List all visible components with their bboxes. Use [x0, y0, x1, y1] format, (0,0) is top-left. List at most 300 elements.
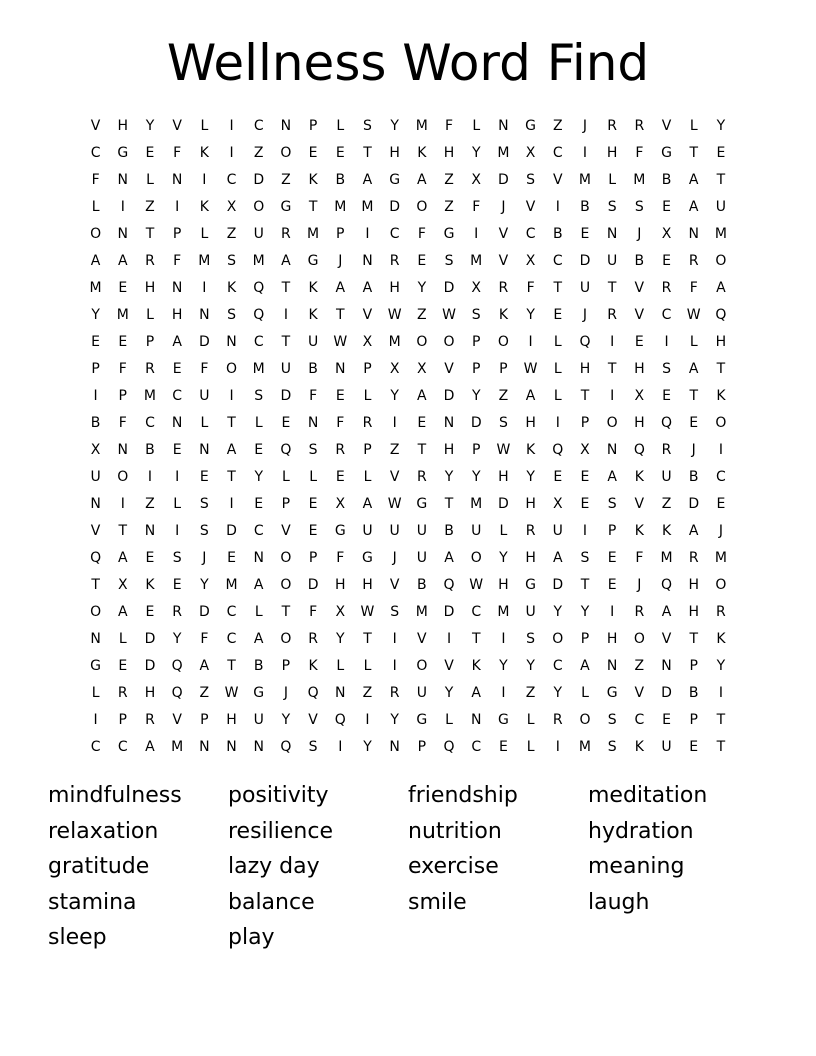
grid-letter[interactable]: T — [227, 657, 236, 674]
grid-letter[interactable]: U — [280, 360, 292, 377]
grid-letter[interactable]: T — [145, 225, 155, 242]
grid-letter[interactable]: L — [363, 387, 372, 404]
grid-letter[interactable]: U — [552, 522, 563, 539]
grid-letter[interactable]: L — [309, 468, 317, 485]
grid-letter[interactable]: I — [528, 333, 533, 350]
grid-letter[interactable]: I — [175, 468, 180, 485]
grid-letter[interactable]: T — [689, 630, 698, 647]
grid-letter[interactable]: V — [552, 171, 563, 188]
grid-letter[interactable]: R — [389, 684, 400, 701]
grid-letter[interactable]: V — [362, 306, 373, 323]
grid-letter[interactable]: I — [229, 117, 234, 134]
grid-letter[interactable]: I — [202, 171, 207, 188]
grid-letter[interactable]: Y — [281, 711, 291, 728]
grid-letter[interactable]: R — [525, 522, 536, 539]
grid-letter[interactable]: H — [498, 468, 509, 485]
grid-letter[interactable]: W — [360, 603, 375, 620]
grid-letter[interactable]: O — [715, 576, 727, 593]
grid-letter[interactable]: B — [253, 657, 264, 674]
grid-letter[interactable]: C — [253, 522, 264, 539]
grid-letter[interactable]: O — [117, 468, 129, 485]
grid-letter[interactable]: N — [661, 657, 672, 674]
grid-letter[interactable]: I — [202, 279, 207, 296]
grid-letter[interactable]: D — [198, 603, 210, 620]
grid-letter[interactable]: I — [718, 684, 723, 701]
grid-letter[interactable]: C — [525, 225, 536, 242]
grid-letter[interactable]: I — [392, 630, 397, 647]
grid-letter[interactable]: A — [525, 387, 536, 404]
grid-letter[interactable]: H — [362, 576, 373, 593]
grid-letter[interactable]: Q — [715, 306, 727, 323]
grid-letter[interactable]: R — [416, 468, 427, 485]
grid-letter[interactable]: P — [499, 360, 508, 377]
grid-letter[interactable]: T — [227, 414, 236, 431]
grid-letter[interactable]: F — [118, 414, 127, 431]
grid-letter[interactable]: A — [362, 495, 373, 512]
grid-letter[interactable]: K — [526, 441, 536, 458]
grid-letter[interactable]: E — [662, 711, 671, 728]
grid-letter[interactable]: V — [498, 252, 509, 269]
grid-letter[interactable]: Z — [199, 684, 210, 701]
grid-letter[interactable]: P — [471, 333, 481, 350]
grid-letter[interactable]: N — [606, 225, 618, 242]
grid-letter[interactable]: X — [471, 279, 482, 296]
grid-letter[interactable]: I — [93, 711, 98, 728]
grid-letter[interactable]: H — [688, 576, 699, 593]
grid-letter[interactable]: D — [389, 198, 401, 215]
grid-letter[interactable]: S — [390, 603, 400, 620]
grid-letter[interactable]: P — [91, 360, 100, 377]
grid-letter[interactable]: D — [579, 252, 591, 269]
grid-letter[interactable]: K — [308, 306, 318, 323]
grid-letter[interactable]: K — [634, 738, 644, 755]
grid-letter[interactable]: L — [689, 333, 698, 350]
grid-letter[interactable]: C — [145, 414, 155, 431]
grid-letter[interactable]: S — [308, 441, 318, 458]
grid-letter[interactable]: U — [307, 333, 319, 350]
grid-letter[interactable]: Y — [390, 711, 399, 728]
grid-letter[interactable]: P — [172, 225, 182, 242]
grid-letter[interactable]: G — [280, 198, 292, 215]
grid-letter[interactable]: Q — [307, 684, 319, 701]
grid-letter[interactable]: G — [307, 252, 319, 269]
grid-letter[interactable]: V — [444, 360, 454, 377]
grid-letter[interactable]: Y — [526, 468, 535, 485]
grid-letter[interactable]: U — [416, 549, 427, 566]
grid-letter[interactable]: T — [471, 630, 481, 647]
grid-letter[interactable]: W — [442, 306, 456, 323]
grid-letter[interactable]: S — [199, 522, 209, 539]
grid-letter[interactable]: H — [606, 630, 618, 647]
grid-letter[interactable]: I — [610, 603, 615, 620]
grid-letter[interactable]: O — [633, 630, 645, 647]
grid-letter[interactable]: K — [471, 657, 481, 674]
grid-letter[interactable]: X — [226, 198, 237, 215]
grid-letter[interactable]: Y — [471, 468, 481, 485]
grid-letter[interactable]: F — [173, 144, 182, 161]
grid-letter[interactable]: C — [716, 468, 726, 485]
grid-letter[interactable]: H — [171, 306, 183, 323]
grid-letter[interactable]: P — [363, 360, 372, 377]
grid-letter[interactable]: V — [389, 576, 400, 593]
grid-letter[interactable]: G — [389, 171, 401, 188]
grid-letter[interactable]: Y — [471, 144, 481, 161]
grid-letter[interactable]: Q — [253, 306, 265, 323]
grid-letter[interactable]: E — [498, 738, 508, 755]
grid-letter[interactable]: P — [363, 441, 372, 458]
grid-letter[interactable]: C — [253, 117, 264, 134]
grid-letter[interactable]: E — [580, 225, 590, 242]
grid-letter[interactable]: S — [607, 198, 617, 215]
grid-letter[interactable]: V — [172, 117, 182, 134]
grid-letter[interactable]: J — [718, 522, 723, 539]
grid-letter[interactable]: E — [662, 387, 671, 404]
grid-letter[interactable]: M — [143, 387, 157, 404]
grid-letter[interactable]: E — [145, 603, 155, 620]
grid-letter[interactable]: R — [389, 252, 400, 269]
grid-letter[interactable]: I — [338, 738, 343, 755]
grid-letter[interactable]: L — [363, 657, 372, 674]
grid-letter[interactable]: P — [281, 495, 291, 512]
grid-letter[interactable]: M — [171, 738, 184, 755]
grid-letter[interactable]: G — [661, 144, 672, 161]
grid-letter[interactable]: E — [254, 441, 264, 458]
grid-letter[interactable]: C — [226, 630, 237, 647]
grid-letter[interactable]: F — [689, 279, 698, 296]
grid-letter[interactable]: I — [446, 630, 452, 647]
grid-letter[interactable]: Z — [444, 171, 454, 188]
grid-letter[interactable]: Q — [579, 333, 591, 350]
grid-letter[interactable]: U — [661, 468, 672, 485]
grid-letter[interactable]: B — [90, 414, 101, 431]
grid-letter[interactable]: L — [499, 522, 508, 539]
grid-letter[interactable]: Y — [145, 117, 155, 134]
grid-letter[interactable]: O — [253, 198, 265, 215]
grid-letter[interactable]: E — [607, 549, 617, 566]
grid-letter[interactable]: X — [389, 360, 400, 377]
grid-letter[interactable]: E — [308, 144, 318, 161]
grid-letter[interactable]: P — [471, 360, 481, 377]
grid-letter[interactable]: B — [308, 360, 318, 377]
grid-letter[interactable]: P — [308, 549, 318, 566]
grid-letter[interactable]: Q — [171, 684, 183, 701]
grid-letter[interactable]: Y — [526, 657, 535, 674]
grid-letter[interactable]: F — [417, 225, 426, 242]
grid-letter[interactable]: I — [365, 225, 370, 242]
grid-letter[interactable]: Z — [417, 306, 427, 323]
grid-letter[interactable]: M — [578, 171, 592, 188]
grid-letter[interactable]: P — [281, 657, 291, 674]
grid-letter[interactable]: S — [227, 306, 236, 323]
grid-letter[interactable]: N — [606, 441, 618, 458]
grid-letter[interactable]: M — [198, 252, 211, 269]
grid-letter[interactable]: R — [281, 225, 291, 242]
grid-letter[interactable]: A — [226, 441, 237, 458]
grid-letter[interactable]: S — [662, 360, 671, 377]
grid-letter[interactable]: B — [688, 684, 699, 701]
grid-letter[interactable]: D — [443, 387, 455, 404]
grid-letter[interactable]: E — [91, 333, 101, 350]
grid-letter[interactable]: L — [608, 171, 617, 188]
grid-letter[interactable]: S — [199, 495, 209, 512]
grid-letter[interactable]: Y — [254, 468, 263, 485]
grid-letter[interactable]: H — [389, 144, 400, 161]
grid-letter[interactable]: T — [607, 360, 617, 377]
grid-letter[interactable]: E — [308, 522, 318, 539]
grid-letter[interactable]: C — [552, 657, 563, 674]
grid-letter[interactable]: M — [415, 117, 428, 134]
grid-letter[interactable]: E — [689, 414, 699, 431]
grid-letter[interactable]: P — [308, 117, 318, 134]
grid-letter[interactable]: L — [254, 603, 263, 620]
grid-letter[interactable]: T — [716, 711, 726, 728]
grid-letter[interactable]: X — [335, 495, 346, 512]
grid-letter[interactable]: T — [689, 144, 698, 161]
grid-letter[interactable]: H — [634, 360, 645, 377]
grid-letter[interactable]: C — [226, 171, 237, 188]
grid-letter[interactable]: A — [444, 549, 454, 566]
grid-letter[interactable]: H — [606, 144, 618, 161]
grid-letter[interactable]: A — [688, 198, 699, 215]
grid-letter[interactable]: H — [525, 495, 536, 512]
grid-letter[interactable]: I — [664, 333, 669, 350]
grid-letter[interactable]: N — [199, 306, 210, 323]
grid-letter[interactable]: M — [252, 360, 265, 377]
grid-letter[interactable]: K — [634, 468, 644, 485]
grid-letter[interactable]: K — [199, 144, 209, 161]
grid-letter[interactable]: F — [635, 549, 644, 566]
grid-letter[interactable]: M — [361, 198, 374, 215]
grid-letter[interactable]: Y — [91, 306, 100, 323]
grid-letter[interactable]: R — [607, 306, 618, 323]
grid-letter[interactable]: K — [417, 144, 427, 161]
grid-letter[interactable]: M — [633, 171, 646, 188]
grid-letter[interactable]: J — [501, 198, 506, 215]
grid-letter[interactable]: Y — [580, 603, 590, 620]
grid-letter[interactable]: A — [145, 738, 155, 755]
grid-letter[interactable]: O — [715, 252, 727, 269]
grid-letter[interactable]: P — [580, 630, 590, 647]
grid-letter[interactable]: W — [523, 360, 538, 377]
grid-letter[interactable]: D — [498, 171, 509, 188]
grid-letter[interactable]: M — [225, 576, 238, 593]
grid-letter[interactable]: E — [662, 252, 671, 269]
grid-letter[interactable]: K — [308, 171, 318, 188]
grid-letter[interactable]: N — [389, 738, 400, 755]
grid-letter[interactable]: R — [145, 252, 155, 269]
grid-letter[interactable]: D — [498, 495, 509, 512]
grid-letter[interactable]: O — [280, 630, 292, 647]
grid-letter[interactable]: N — [199, 441, 210, 458]
grid-letter[interactable]: I — [582, 522, 588, 539]
grid-letter[interactable]: M — [252, 252, 265, 269]
grid-letter[interactable]: F — [200, 630, 209, 647]
grid-letter[interactable]: B — [688, 468, 699, 485]
grid-letter[interactable]: I — [555, 198, 560, 215]
grid-letter[interactable]: U — [525, 603, 536, 620]
grid-letter[interactable]: W — [496, 441, 511, 458]
grid-letter[interactable]: E — [308, 495, 318, 512]
grid-letter[interactable]: N — [335, 684, 346, 701]
grid-letter[interactable]: U — [416, 684, 427, 701]
grid-letter[interactable]: L — [200, 225, 209, 242]
grid-letter[interactable]: X — [471, 171, 482, 188]
grid-letter[interactable]: F — [472, 198, 481, 215]
grid-letter[interactable]: S — [227, 252, 236, 269]
grid-letter[interactable]: H — [443, 441, 455, 458]
grid-letter[interactable]: I — [365, 711, 370, 728]
grid-letter[interactable]: Q — [661, 576, 673, 593]
grid-letter[interactable]: P — [607, 522, 617, 539]
grid-letter[interactable]: N — [688, 225, 699, 242]
grid-letter[interactable]: C — [90, 144, 101, 161]
grid-letter[interactable]: L — [363, 468, 372, 485]
grid-letter[interactable]: O — [715, 414, 727, 431]
grid-letter[interactable]: Y — [444, 684, 454, 701]
grid-letter[interactable]: C — [389, 225, 400, 242]
grid-letter[interactable]: C — [471, 603, 482, 620]
grid-letter[interactable]: Y — [499, 657, 508, 674]
grid-letter[interactable]: R — [634, 117, 645, 134]
grid-letter[interactable]: L — [118, 630, 127, 647]
grid-letter[interactable]: H — [226, 711, 237, 728]
grid-letter[interactable]: E — [145, 144, 155, 161]
grid-letter[interactable]: V — [661, 117, 672, 134]
grid-letter[interactable]: N — [117, 441, 129, 458]
grid-letter[interactable]: E — [580, 468, 590, 485]
grid-letter[interactable]: L — [91, 684, 100, 701]
grid-letter[interactable]: V — [389, 468, 400, 485]
grid-letter[interactable]: S — [526, 171, 536, 188]
grid-letter[interactable]: J — [283, 684, 288, 701]
grid-letter[interactable]: Q — [280, 738, 292, 755]
grid-letter[interactable]: L — [146, 306, 154, 323]
grid-letter[interactable]: K — [634, 522, 644, 539]
grid-letter[interactable]: Z — [145, 495, 155, 512]
grid-letter[interactable]: A — [471, 684, 481, 701]
grid-letter[interactable]: L — [553, 387, 562, 404]
grid-letter[interactable]: V — [634, 306, 645, 323]
grid-letter[interactable]: L — [445, 711, 453, 728]
grid-letter[interactable]: B — [661, 171, 672, 188]
grid-letter[interactable]: L — [553, 333, 562, 350]
grid-letter[interactable]: V — [90, 117, 101, 134]
grid-letter[interactable]: J — [691, 441, 696, 458]
grid-letter[interactable]: Y — [172, 630, 182, 647]
grid-letter[interactable]: K — [308, 279, 318, 296]
grid-letter[interactable]: E — [254, 495, 264, 512]
grid-letter[interactable]: K — [716, 630, 726, 647]
grid-letter[interactable]: P — [118, 711, 127, 728]
grid-letter[interactable]: Y — [716, 657, 726, 674]
grid-letter[interactable]: S — [498, 414, 508, 431]
grid-letter[interactable]: U — [661, 738, 672, 755]
grid-letter[interactable]: L — [472, 117, 481, 134]
grid-letter[interactable]: A — [335, 279, 346, 296]
grid-letter[interactable]: E — [662, 198, 671, 215]
grid-letter[interactable]: L — [200, 117, 209, 134]
grid-letter[interactable]: L — [336, 117, 345, 134]
grid-letter[interactable]: E — [227, 549, 236, 566]
grid-letter[interactable]: M — [334, 198, 347, 215]
grid-letter[interactable]: L — [200, 414, 209, 431]
grid-letter[interactable]: Z — [362, 684, 373, 701]
grid-letter[interactable]: Y — [471, 387, 481, 404]
grid-letter[interactable]: K — [716, 387, 726, 404]
grid-letter[interactable]: A — [688, 522, 699, 539]
grid-letter[interactable]: Q — [280, 441, 292, 458]
grid-letter[interactable]: A — [281, 252, 291, 269]
grid-letter[interactable]: R — [716, 603, 726, 620]
grid-letter[interactable]: I — [175, 198, 180, 215]
grid-letter[interactable]: S — [363, 117, 372, 134]
grid-letter[interactable]: O — [606, 414, 618, 431]
grid-letter[interactable]: E — [335, 468, 345, 485]
grid-letter[interactable]: Y — [444, 468, 454, 485]
grid-letter[interactable]: L — [173, 495, 182, 512]
grid-letter[interactable]: E — [417, 414, 427, 431]
grid-letter[interactable]: J — [637, 576, 642, 593]
grid-letter[interactable]: B — [335, 171, 346, 188]
grid-letter[interactable]: O — [280, 144, 292, 161]
grid-letter[interactable]: U — [416, 522, 427, 539]
grid-letter[interactable]: A — [90, 252, 101, 269]
grid-letter[interactable]: G — [117, 144, 129, 161]
grid-letter[interactable]: G — [497, 711, 509, 728]
grid-letter[interactable]: L — [146, 171, 154, 188]
grid-letter[interactable]: O — [470, 549, 482, 566]
grid-letter[interactable]: A — [688, 171, 699, 188]
grid-letter[interactable]: A — [199, 657, 210, 674]
grid-letter[interactable]: N — [362, 252, 373, 269]
grid-letter[interactable]: Z — [226, 225, 237, 242]
grid-letter[interactable]: O — [90, 225, 102, 242]
grid-letter[interactable]: S — [254, 387, 264, 404]
grid-letter[interactable]: G — [443, 225, 455, 242]
grid-letter[interactable]: T — [281, 279, 291, 296]
grid-letter[interactable]: R — [145, 360, 155, 377]
grid-letter[interactable]: N — [171, 171, 183, 188]
grid-letter[interactable]: H — [525, 549, 536, 566]
grid-letter[interactable]: F — [200, 360, 209, 377]
grid-letter[interactable]: I — [555, 414, 560, 431]
grid-letter[interactable]: N — [90, 630, 101, 647]
grid-letter[interactable]: N — [470, 711, 482, 728]
grid-letter[interactable]: C — [172, 387, 183, 404]
grid-letter[interactable]: N — [253, 738, 264, 755]
grid-letter[interactable]: G — [362, 549, 373, 566]
grid-letter[interactable]: X — [525, 252, 536, 269]
grid-letter[interactable]: T — [553, 279, 563, 296]
grid-letter[interactable]: H — [335, 576, 346, 593]
grid-letter[interactable]: F — [526, 279, 535, 296]
grid-letter[interactable]: S — [634, 198, 644, 215]
grid-letter[interactable]: M — [497, 603, 510, 620]
grid-letter[interactable]: Z — [281, 171, 291, 188]
grid-letter[interactable]: D — [226, 522, 237, 539]
grid-letter[interactable]: D — [198, 333, 210, 350]
grid-letter[interactable]: R — [145, 711, 155, 728]
grid-letter[interactable]: Y — [200, 576, 209, 593]
grid-letter[interactable]: O — [226, 360, 238, 377]
grid-letter[interactable]: O — [90, 603, 102, 620]
grid-letter[interactable]: R — [552, 711, 563, 728]
grid-letter[interactable]: L — [526, 738, 535, 755]
grid-letter[interactable]: A — [253, 630, 264, 647]
grid-letter[interactable]: V — [308, 711, 318, 728]
grid-letter[interactable]: Y — [336, 630, 345, 647]
grid-letter[interactable]: S — [607, 495, 617, 512]
